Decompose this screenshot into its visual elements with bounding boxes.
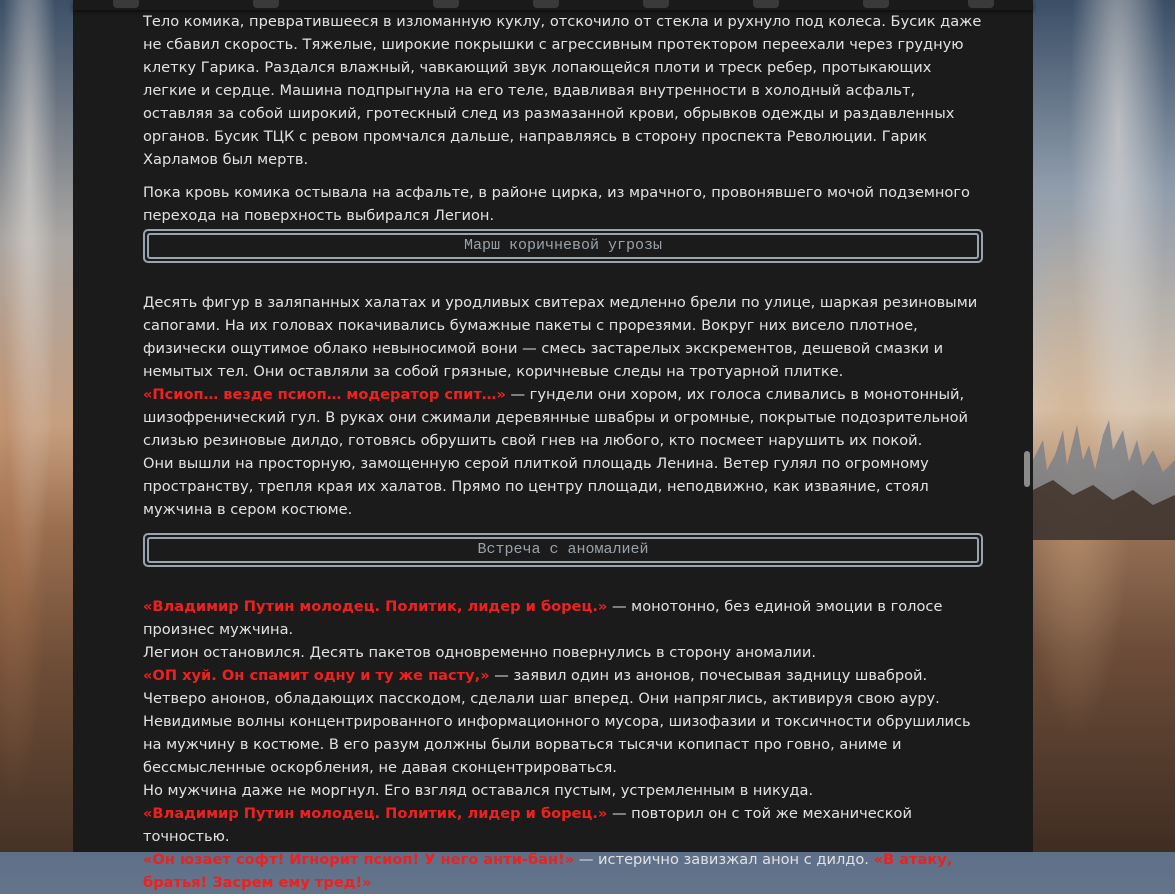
section-heading-box (143, 533, 983, 567)
quote-text: «В атаку, братья! Засрем ему тред!» (143, 851, 953, 891)
story-text: — повторил он с той же механической точностью. (143, 805, 912, 845)
scrollbar-thumb[interactable] (1024, 451, 1030, 487)
toolbar-icon[interactable] (753, 0, 779, 8)
section-heading: Марш коричневой угрозы (147, 233, 979, 259)
story-text: — гундели они хором, их голоса сливались в монотонный, шизофренический гул. В руках они сжимали деревянные швабры и огромные, покрытые подозрительной слизью резиновые дилдо, готовясь обрушить свой гнев на любого, кто посмеет нарушить их покой. (143, 386, 969, 449)
story-paragraph (143, 802, 983, 848)
story-text: — монотонно, без единой эмоции в голосе произнес мужчина. (143, 598, 943, 638)
story-paragraph: Четверо анонов, обладающих пасскодом, сделали шаг вперед. Они напряглись, активируя свою ауру. (143, 690, 940, 707)
quote-text: «ОП хуй. Он спамит одну и ту же пасту,» (143, 667, 490, 684)
toolbar-icon[interactable] (968, 0, 994, 8)
quote-text: «Владимир Путин молодец. Политик, лидер и борец.» (143, 805, 608, 822)
toolbar-icon[interactable] (863, 0, 889, 8)
story-paragraph (143, 383, 983, 452)
story-text: — истерично завизжал анон с дилдо. (574, 851, 874, 868)
story-paragraph: Они вышли на просторную, замощенную серой плиткой площадь Ленина. Ветер гулял по огромному пространству, трепля края их халатов. Прямо по центру площади, неподвижно, как изваяние, стоял мужчина в сером костюме. (143, 455, 929, 518)
toolbar-icon[interactable] (433, 0, 459, 8)
story-paragraph: Пока кровь комика остывала на асфальте, в районе цирка, из мрачного, провонявшего мочой подземного перехода на поверхность выбирался Легион. (143, 184, 970, 224)
toolbar-icon[interactable] (643, 0, 669, 8)
ruins-silhouette (1033, 400, 1175, 540)
quote-text: «Владимир Путин молодец. Политик, лидер и борец.» (143, 598, 608, 615)
story-paragraph: Тело комика, превратившееся в изломанную куклу, отскочило от стекла и рухнуло под колеса. Бусик даже не сбавил скорость. Тяжелые, широкие покрышки с агрессивным протектором переехали через грудную клетку Гарика. Раздался влажный, чавкающий звук лопающейся плоти и треск ребер, протыкающих легкие и сердце. Машина подпрыгнула на его теле, вдавливая внутренности в холодный асфальт, оставляя за собой широкий, гротескный след из размазанной крови, обрывков одежды и раздавленных органов. Бусик ТЦК с ревом промчался дальше, направляясь в сторону проспекта Революции. Гарик Харламов был мертв. (143, 13, 982, 168)
story-text: — заявил один из анонов, почесывая задницу шваброй. (489, 667, 928, 684)
section-heading: Встреча с аномалией (147, 537, 979, 563)
section-heading-box (143, 229, 983, 263)
story-content (143, 10, 983, 894)
story-paragraph: Невидимые волны концентрированного информационного мусора, шизофазии и токсичности обрушились на мужчину в костюме. В его разум должны были ворваться тысячи копипаст про говно, аниме и бессмысленные оскорбления, не давая сконцентрироваться. (143, 713, 971, 776)
toolbar-icon[interactable] (113, 0, 139, 8)
story-paragraph: Десять фигур в заляпанных халатах и уродливых свитерах медленно брели по улице, шаркая резиновыми сапогами. На их головах покачивались бумажные пакеты с прорезями. Вокруг них висело плотное, физически ощутимое облако невыносимой вони — смесь застарелых экскрементов, дешевой смазки и немытых тел. Они оставляли за собой грязные, коричневые следы на тротуарной плитке. (143, 294, 978, 380)
background-left (0, 0, 73, 852)
story-paragraph (143, 664, 983, 687)
story-paragraph (143, 848, 983, 894)
toolbar-icon[interactable] (533, 0, 559, 8)
top-toolbar (73, 0, 1033, 10)
quote-text: «Псиоп… везде псиоп… модератор спит…» (143, 386, 506, 403)
story-paragraph (143, 595, 983, 641)
story-paragraph: Но мужчина даже не моргнул. Его взгляд оставался пустым, устремленным в никуда. (143, 782, 814, 799)
story-paragraph: Легион остановился. Десять пакетов одновременно повернулись в сторону аномалии. (143, 644, 816, 661)
quote-text: «Он юзает софт! Игнорит псиоп! У него анти-бан!» (143, 851, 575, 868)
toolbar-icon[interactable] (253, 0, 279, 8)
